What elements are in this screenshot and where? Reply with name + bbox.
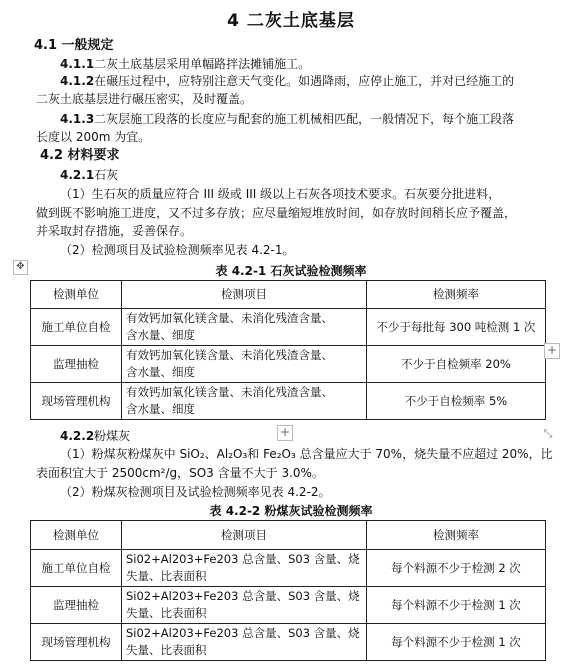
section-heading-4-2: 4.2 材料要求 — [40, 148, 120, 163]
clause-4-1-1 — [60, 56, 310, 72]
clause-number: 4.1.3 — [60, 112, 95, 126]
clause-text: 二灰层施工段落的长度应与配套的施工机械相匹配，一般情况下，每个施工段落 — [94, 112, 515, 126]
clause-text-continued: 长度以 200m 为宜。 — [36, 130, 151, 144]
unit-cell: 监理抽检 — [31, 587, 122, 624]
frequency-cell: 不少于每批每 300 吨检测 1 次 — [367, 309, 546, 346]
unit-cell: 现场管理机构 — [31, 624, 122, 661]
item-cell — [122, 309, 367, 346]
item-line: 有效钙加氧化镁含量、未消化残渣含量、 — [126, 311, 333, 325]
item-line: Si02+Al203+Fe203 总含量、S03 含量、烧 — [126, 589, 360, 603]
item-cell — [122, 383, 367, 420]
clause-4-2-1 — [60, 167, 118, 183]
lime-test-table — [30, 280, 546, 420]
item-line: 含水量、细度 — [126, 328, 195, 342]
table-header-row — [31, 281, 546, 309]
clause-4-2-2 — [60, 428, 130, 444]
unit-cell: 施工单位自检 — [31, 309, 122, 346]
item-line: Si02+Al203+Fe203 总含量、S03 含量、烧 — [126, 626, 360, 640]
clause-number: 4.2.2 — [60, 429, 95, 443]
item-line: 有效钙加氧化镁含量、未消化残渣含量、 — [126, 385, 333, 399]
item-line: 失量、比表面积 — [126, 569, 207, 583]
clause-number: 4.1.1 — [60, 57, 95, 71]
table-row — [31, 383, 546, 420]
frequency-cell: 每个料源不少于检测 1 次 — [367, 624, 546, 661]
item-line: 含水量、细度 — [126, 365, 195, 379]
page-title: 4 二灰土底基层 — [227, 11, 355, 31]
clause-text: 石灰 — [94, 168, 119, 182]
paragraph-lime-1: （1）生石灰的质量应符合 III 级或 III 级以上石灰各项技术要求。石灰要分批进料， — [60, 187, 501, 201]
clause-4-1-2 — [60, 73, 514, 89]
item-line: 失量、比表面积 — [126, 643, 207, 657]
item-line: 有效钙加氧化镁含量、未消化残渣含量、 — [126, 348, 333, 362]
table-row — [31, 346, 546, 383]
table-row — [31, 309, 546, 346]
paragraph-lime-2: 做到既不影响施工进度，又不过多存放；应尽量缩短堆放时间，如存放时间稍长应予覆盖， — [36, 206, 517, 220]
clause-number: 4.1.2 — [60, 74, 95, 88]
table-row — [31, 624, 546, 661]
clause-text: 在碾压过程中，应特别注意天气变化。如遇降雨，应停止施工，并对已经施工的 — [94, 74, 515, 88]
clause-text: 粉煤灰 — [94, 429, 131, 443]
table-2-caption: 表 4.2-2 粉煤灰试验检测频率 — [209, 504, 373, 518]
item-line: 含水量、细度 — [126, 402, 195, 416]
header-cell: 检测单位 — [31, 281, 122, 309]
table-header-row — [31, 521, 546, 550]
item-cell — [122, 624, 367, 661]
flyash-test-table — [30, 520, 546, 661]
table-1-caption: 表 4.2-1 石灰试验检测频率 — [215, 264, 367, 278]
section-heading-4-1: 4.1 一般规定 — [34, 38, 114, 53]
frequency-cell: 不少于自检频率 20% — [367, 346, 546, 383]
unit-cell: 现场管理机构 — [31, 383, 122, 420]
clause-4-1-3 — [60, 111, 514, 127]
table-row — [31, 550, 546, 587]
add-row-icon[interactable]: + — [277, 425, 293, 441]
header-cell: 检测频率 — [367, 521, 546, 550]
table-row — [31, 587, 546, 624]
header-cell: 检测单位 — [31, 521, 122, 550]
frequency-cell: 每个料源不少于检测 2 次 — [367, 550, 546, 587]
paragraph-flyash-table-ref: （2）粉煤灰检测项目及试验检测频率见表 4.2-2。 — [60, 485, 331, 499]
add-column-icon[interactable]: + — [544, 343, 560, 359]
item-line: 失量、比表面积 — [126, 606, 207, 620]
item-cell — [122, 550, 367, 587]
item-cell — [122, 346, 367, 383]
paragraph-lime-3: 并采取封存措施，妥善保存。 — [36, 224, 193, 238]
header-cell: 检测项目 — [122, 281, 367, 309]
table-resize-icon[interactable]: ⤡ — [543, 427, 553, 440]
table-move-icon[interactable]: ✥ — [13, 260, 28, 275]
unit-cell: 施工单位自检 — [31, 550, 122, 587]
item-line: Si02+Al203+Fe203 总含量、S03 含量、烧 — [126, 552, 360, 566]
clause-text: 二灰土底基层采用单幅路拌法摊铺施工。 — [94, 57, 311, 71]
clause-text-continued: 二灰土底基层进行碾压密实，及时覆盖。 — [36, 92, 253, 106]
unit-cell: 监理抽检 — [31, 346, 122, 383]
paragraph-flyash-1: （1）粉煤灰粉煤灰中 SiO₂、Al₂O₃和 Fe₂O₃ 总含量应大于 70%，烧失量不应超过 20%，比 — [60, 447, 553, 461]
frequency-cell: 不少于自检频率 5% — [367, 383, 546, 420]
frequency-cell: 每个料源不少于检测 1 次 — [367, 587, 546, 624]
header-cell: 检测频率 — [367, 281, 546, 309]
item-cell — [122, 587, 367, 624]
paragraph-lime-table-ref: （2）检测项目及试验检测频率见表 4.2-1。 — [60, 243, 295, 257]
clause-number: 4.2.1 — [60, 168, 95, 182]
header-cell: 检测项目 — [122, 521, 367, 550]
paragraph-flyash-2: 表面积宜大于 2500cm²/g，SO3 含量不大于 3.0%。 — [36, 466, 324, 480]
